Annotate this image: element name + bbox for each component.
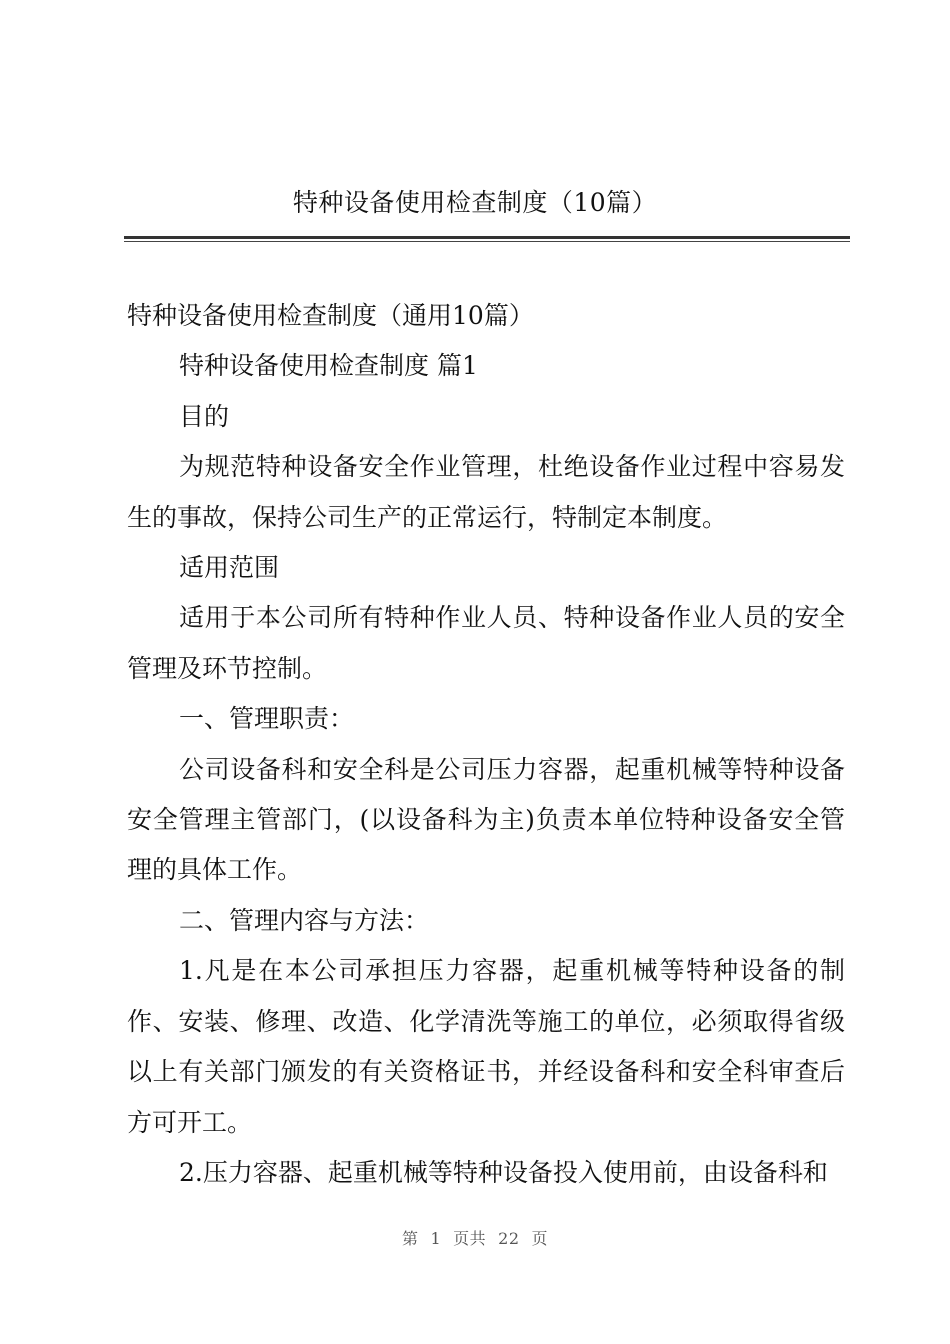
page-footer bbox=[0, 1226, 950, 1249]
paragraph: 1.凡是在本公司承担压力容器，起重机械等特种设备的制作、安装、修理、改造、化学清洗等施工的单位，必须取得省级以上有关部门颁发的有关资格证书，并经设备科和安全科审查后方可开工。 bbox=[127, 956, 845, 1137]
section-heading: 特种设备使用检查制度 篇1 bbox=[179, 351, 478, 381]
footer-label-page: 第 bbox=[401, 1229, 419, 1248]
title-rule-thin bbox=[124, 241, 850, 242]
paragraph: 为规范特种设备安全作业管理，杜绝设备作业过程中容易发生的事故，保持公司生产的正常运行，特制定本制度。 bbox=[127, 452, 845, 532]
paragraph-heading: 二、管理内容与方法： bbox=[179, 905, 430, 935]
footer-label-of: 页共 bbox=[453, 1229, 487, 1248]
paragraph-heading: 目的 bbox=[179, 401, 230, 431]
footer-current-page: 1 bbox=[430, 1229, 442, 1248]
paragraph-heading: 一、管理职责： bbox=[179, 704, 355, 734]
title-rule-thick bbox=[124, 236, 850, 239]
paragraph-heading: 适用范围 bbox=[179, 553, 280, 583]
footer-label-end: 页 bbox=[531, 1229, 549, 1248]
document-title: 特种设备使用检查制度（10篇） bbox=[292, 188, 658, 217]
document-body bbox=[127, 291, 845, 1198]
paragraph: 2.压力容器、起重机械等特种设备投入使用前，由设备科和 bbox=[179, 1157, 828, 1187]
paragraph: 公司设备科和安全科是公司压力容器，起重机械等特种设备安全管理主管部门，(以设备科为主)负责本单位特种设备安全管理的具体工作。 bbox=[127, 754, 845, 885]
footer-total-pages: 22 bbox=[498, 1229, 520, 1248]
paragraph: 适用于本公司所有特种作业人员、特种设备作业人员的安全管理及环节控制。 bbox=[127, 603, 845, 683]
document-subtitle: 特种设备使用检查制度（通用10篇） bbox=[127, 301, 534, 330]
